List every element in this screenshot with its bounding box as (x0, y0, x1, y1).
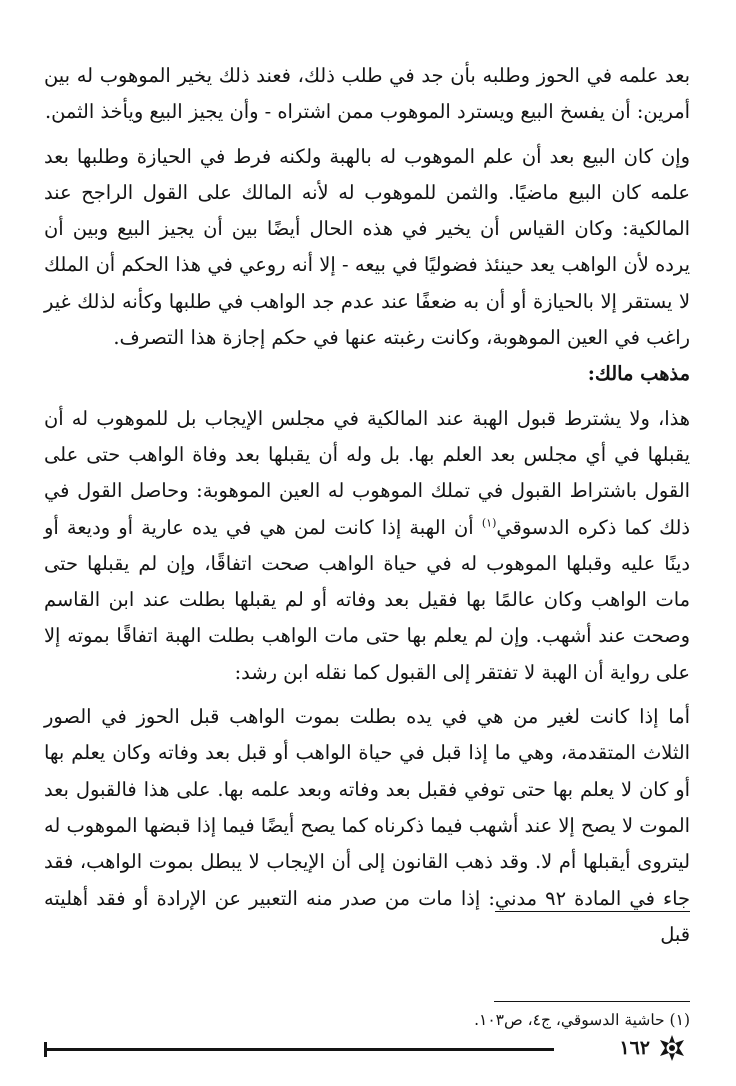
paragraph-4-text-b: : إذا مات من صدر منه التعبير عن الإرادة أو فقد أهليته قبل (44, 886, 690, 946)
footnote-reference: (١) (481, 516, 497, 530)
footer-rule-end (44, 1042, 47, 1057)
paragraph-2: وإن كان البيع بعد أن علم الموهوب له بالهبة ولكنه فرط في الحيازة وطلبها بعد علمه كان البيع ماضيًا. والثمن للموهوب له لأنه المالك على القول الراجح عند المالكية: وكان القياس أن يخير في هذه الحال أيضًا بين أن يجيز البيع وبين أن يرده لأن الواهب يعد حينئذ فضوليًا في بيعه - إلا أنه روعي في هذا الحكم أن الملك لا يستقر إلا بالحيازة أو أن به ضعفًا عند عدم جد الواهب في طلبها وكأنه لذلك غير راغب في العين الموهوبة، وكانت رغبته عنها في حكم إجازة هذا التصرف. (44, 144, 690, 350)
article-reference: جاء في المادة ٩٢ مدني (494, 886, 690, 910)
paragraph-3-text-b: أن الهبة إذا كانت لمن هي في يده عارية أو وديعة أو دينًا عليه وقبلها الموهوب له في حياة الواهب صحت اتفاقًا، وإن لم يقبلها حتى مات الواهب وكان عالمًا بها فقيل بعد وفاته أو لم يقبلها بطلت عند ابن القاسم وصحت عند أشهب. وإن لم يعلم بها حتى مات الواهب بطلت الهبة اتفاقًا بموته إلا على رواية أن الهبة لا تفتقر إلى القبول كما نقله ابن رشد: (44, 515, 690, 684)
star-ornament-icon (658, 1034, 686, 1062)
paragraph-1: بعد علمه في الحوز وطلبه بأن جد في طلب ذلك، فعند ذلك يخير الموهوب له بين أمرين: أن يفسخ البيع ويسترد الموهوب ممن اشتراه - وأن يجيز البيع ويأخذ الثمن. (44, 64, 690, 124)
body-text (44, 58, 690, 953)
paragraph-4 (44, 699, 690, 953)
page-number: ١٦٢ (619, 1037, 650, 1059)
footnote-divider (494, 1001, 690, 1002)
paragraph-3-text-a: هذا، ولا يشترط قبول الهبة عند المالكية في مجلس الإيجاب بل للموهوب له أن يقبلها في أي مجلس بعد العلم بها. بل وله أن يقبلها بعد وفاة الواهب حتى على القول باشتراط القبول في تملك الموهوب له العين الموهوبة: وحاصل القول في ذلك كما ذكره الدسوقي (44, 406, 690, 539)
paragraph-4-text-a: أما إذا كانت لغير من هي في يده بطلت بموت الواهب قبل الحوز في الصور الثلاث المتقدمة، وهي ما إذا قبل في حياة الواهب أو قبل بعد وفاته وكان يعلم بها أو كان لا يعلم بها حتى توفي فقبل بعد وفاته وبعد علمه بها. على هذا فالقبول بعد الموت لا يصح إلا عند أشهب فيما ذكرناه كما يصح أيضًا فيما إذا قبضها الموهوب له ليتروى أيقبلها أم لا. وقد ذهب القانون إلى أن الإيجاب لا يبطل بموت الواهب، فقد (44, 705, 690, 874)
footer-rule (46, 1048, 554, 1051)
paragraph-3 (44, 401, 690, 691)
section-heading: مذهب مالك: (587, 362, 690, 386)
footnote: (١) حاشية الدسوقي، ج٤، ص١٠٣. (474, 1011, 690, 1029)
page-footer (44, 1036, 690, 1060)
